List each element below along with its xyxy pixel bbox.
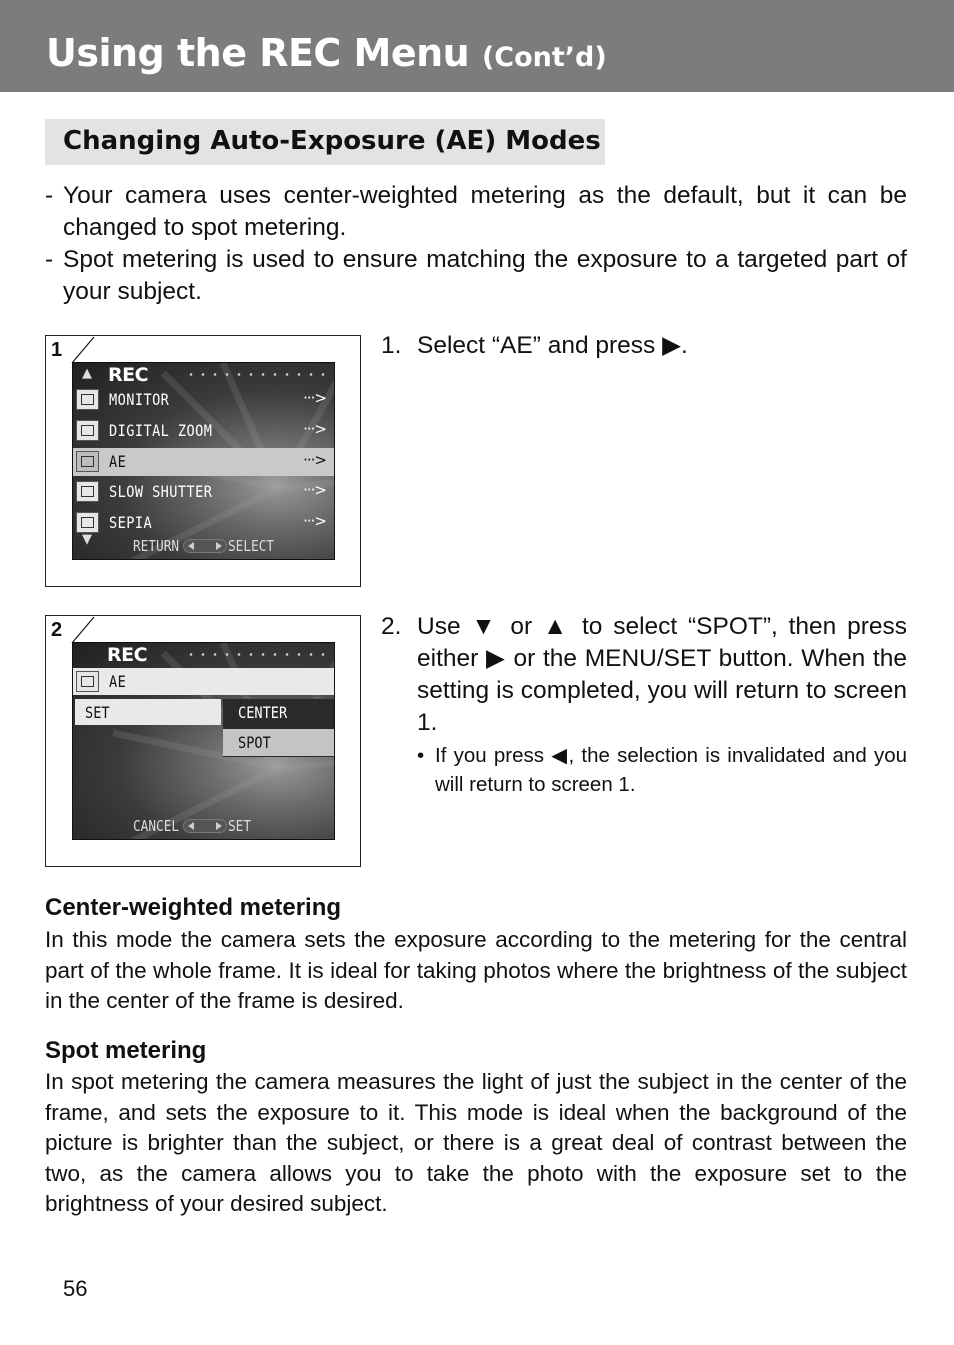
menu-item-digital-zoom[interactable] <box>73 417 334 445</box>
note-text: If you press ◀, the selection is invalidated and you will return to screen 1. <box>435 744 907 796</box>
left-right-button-icon <box>183 539 227 553</box>
set-row[interactable] <box>75 699 221 725</box>
step-note <box>417 741 907 799</box>
submenu-arrow-icon: ···> <box>303 481 326 499</box>
intro-dash: - <box>45 246 54 273</box>
screen-page-dots <box>185 653 327 656</box>
figure-2 <box>45 615 361 867</box>
monitor-icon <box>76 389 99 410</box>
menu-item-ae[interactable] <box>73 448 334 476</box>
intro-item <box>45 180 907 244</box>
screen-title: REC <box>108 364 149 386</box>
screen-bottom-bar <box>73 536 334 556</box>
step-2 <box>381 611 907 799</box>
page-title-text: Using the REC Menu <box>46 31 470 75</box>
digital-zoom-icon <box>76 420 99 441</box>
camera-screen-rec-menu <box>72 362 335 560</box>
menu-item-label: MONITOR <box>109 390 170 409</box>
page-title <box>46 31 607 75</box>
step-number: 2. <box>381 613 402 640</box>
figure-1 <box>45 335 361 587</box>
menu-item-label: DIGITAL ZOOM <box>109 421 213 440</box>
left-right-button-icon <box>183 819 227 833</box>
option-spot[interactable] <box>223 729 334 756</box>
intro-text: Spot metering is used to ensure matching the exposure to a targeted part of your subject. <box>63 246 907 305</box>
menu-item-label: AE <box>109 452 127 471</box>
menu-item-label: AE <box>109 672 127 691</box>
scroll-down-icon: ▼ <box>82 532 92 547</box>
figure-number: 1 <box>51 339 63 361</box>
ae-icon <box>76 451 99 472</box>
page-header <box>0 0 954 92</box>
submenu-arrow-icon: ···> <box>303 389 326 407</box>
sepia-icon <box>76 512 99 533</box>
figure-number: 2 <box>51 619 63 641</box>
option-label: SPOT <box>238 733 271 752</box>
intro-list <box>45 180 907 308</box>
screen-page-dots <box>185 373 327 376</box>
submenu-arrow-icon: ···> <box>303 512 326 530</box>
center-weighted-heading: Center-weighted metering <box>45 894 342 921</box>
set-label: SET <box>228 817 252 835</box>
menu-item-monitor[interactable] <box>73 386 334 414</box>
ae-options <box>223 699 334 757</box>
step-text: Select “AE” and press ▶. <box>417 332 688 359</box>
menu-item-sepia[interactable] <box>73 509 334 537</box>
camera-screen-ae-setting <box>72 642 335 840</box>
intro-item <box>45 244 907 308</box>
step-number: 1. <box>381 332 402 359</box>
slow-shutter-icon <box>76 481 99 502</box>
submenu-arrow-icon: ···> <box>303 420 326 438</box>
menu-item-slow-shutter[interactable] <box>73 478 334 506</box>
screen-title: REC <box>107 644 148 666</box>
ae-icon <box>76 671 99 692</box>
set-label: SET <box>85 703 110 722</box>
page-title-suffix: (Cont’d) <box>481 42 607 73</box>
spot-heading: Spot metering <box>45 1037 207 1064</box>
note-bullet: • <box>417 744 425 767</box>
intro-dash: - <box>45 182 54 209</box>
center-weighted-text: In this mode the camera sets the exposure according to the metering for the central part of the whole frame. It is ideal for taking photos where the brightness of the subject in the center of the frame is desired. <box>45 927 907 1013</box>
step-1 <box>381 330 907 362</box>
intro-text: Your camera uses center-weighted metering as the default, but it can be changed to spot metering. <box>63 182 907 241</box>
spot-text: In spot metering the camera measures the light of just the subject in the center of the frame, and sets the exposure to it. This mode is ideal when the background of the picture is brighter than the subject, or there is a great deal of contrast between the two, as the camera allows you to take the photo with the exposure set to the brightness of your desired subject. <box>45 1069 907 1216</box>
option-center[interactable] <box>223 699 334 726</box>
submenu-arrow-icon: ···> <box>303 451 326 469</box>
cancel-label: CANCEL <box>133 817 180 835</box>
scroll-up-icon: ▲ <box>82 366 92 381</box>
select-label: SELECT <box>228 537 275 555</box>
section-title: Changing Auto-Exposure (AE) Modes <box>63 126 601 156</box>
screen-bottom-bar <box>73 816 334 836</box>
menu-item-label: SEPIA <box>109 513 153 532</box>
page-number: 56 <box>63 1276 88 1301</box>
option-label: CENTER <box>238 703 288 722</box>
step-text: Use ▼ or ▲ to select “SPOT”, then press either ▶ or the MENU/SET button. When the setting is completed, you will return to screen 1. <box>417 613 907 736</box>
menu-item-label: SLOW SHUTTER <box>109 482 213 501</box>
return-label: RETURN <box>133 537 180 555</box>
section-heading-box <box>45 119 605 165</box>
menu-item-ae[interactable] <box>73 668 334 695</box>
